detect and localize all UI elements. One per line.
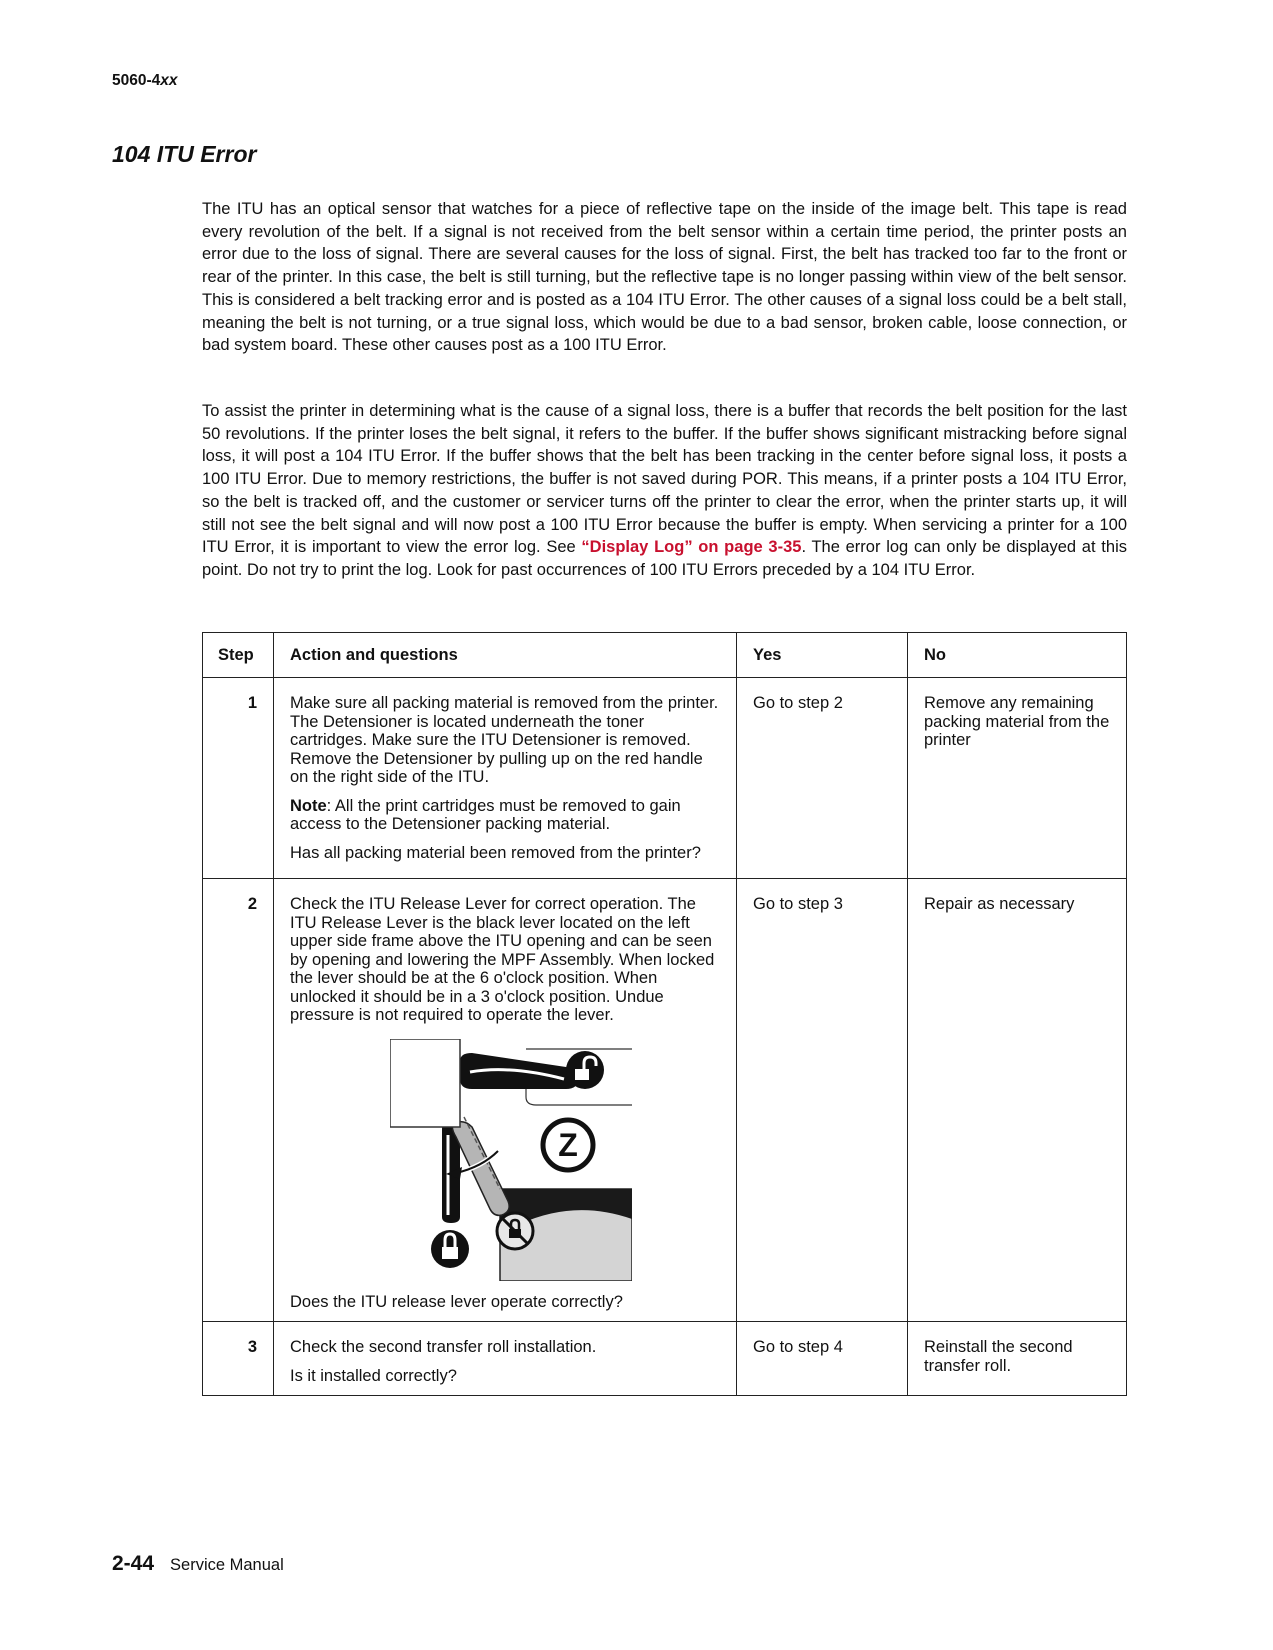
model-prefix: 5060-4 <box>112 72 161 89</box>
yes-cell: Go to step 4 <box>737 1322 908 1396</box>
note-text: : All the print cartridges must be removed to gain access to the Detensioner packing material. <box>290 796 681 833</box>
side-frame-block <box>390 1039 460 1127</box>
question-text: Is it installed correctly? <box>290 1366 457 1385</box>
action-cell <box>274 1322 737 1396</box>
action-cell <box>274 678 737 879</box>
buffer-paragraph-text: To assist the printer in determining what is the cause of a signal loss, there is a buffer that records the belt position for the last 50 revolutions. If the printer loses the belt signal, it refers to the buffer. If the buffer shows significant mistracking before signal loss, it will post a 104 ITU Error. If the buffer shows that the belt has been tracking in the center before signal loss, it posts a 100 ITU Error. Due to memory restrictions, the buffer is not saved during POR. This means, if a printer posts a 104 ITU Error, so the belt is tracked off, and the customer or servicer turns off the printer to clear the error, when the printer starts up, it will still not see the belt signal and will now post a 100 ITU Error because the buffer is empty. When servicing a printer for a 100 ITU Error, it is important to view the error log. See <box>202 402 1127 557</box>
header-step: Step <box>203 633 274 678</box>
itu-release-lever-illustration <box>390 1039 632 1281</box>
step-number: 2 <box>203 879 274 1322</box>
note-label: Note <box>290 796 327 815</box>
step-number: 1 <box>203 678 274 879</box>
table-row <box>203 1322 1127 1396</box>
section-title: 104 ITU Error <box>112 141 257 167</box>
header-action: Action and questions <box>274 633 737 678</box>
note <box>290 797 720 834</box>
table-row <box>203 678 1127 879</box>
action-text: Check the second transfer roll installation. <box>290 1338 597 1356</box>
buffer-paragraph <box>202 400 1127 582</box>
page-footer <box>112 1552 284 1576</box>
model-id <box>112 72 178 90</box>
header-yes: Yes <box>737 633 908 678</box>
no-cell: Repair as necessary <box>908 879 1127 1322</box>
step-number: 3 <box>203 1322 274 1396</box>
intro-paragraph: The ITU has an optical sensor that watches for a piece of reflective tape on the inside of the image belt. This tape is read every revolution of the belt. If a signal is not received from the belt sensor within a certain time period, the printer posts an error due to the loss of signal. There are several causes for the loss of signal. First, the belt has tracked too far to the front or rear of the printer. In this case, the belt is still turning, but the reflective tape is no longer passing within view of the belt sensor. This is considered a belt tracking error and is posted as a 104 ITU Error. The other causes of a signal loss could be a belt stall, meaning the belt is not turning, or a true signal loss, which would be due to a bad sensor, broken cable, loose connection, or bad system board. These other causes post as a 100 ITU Error. <box>202 200 1127 355</box>
page-number: 2-44 <box>112 1552 155 1575</box>
yes-cell: Go to step 2 <box>737 678 908 879</box>
table-header-row <box>203 633 1127 678</box>
model-suffix: xx <box>160 72 178 89</box>
display-log-link[interactable]: “Display Log” on page 3-35 <box>581 538 802 557</box>
question-text: Does the ITU release lever operate correctly? <box>290 1292 623 1311</box>
no-cell: Remove any remaining packing material from the printer <box>908 678 1127 879</box>
action-cell <box>274 879 737 1322</box>
unlock-icon-body <box>575 1069 589 1080</box>
yes-cell: Go to step 3 <box>737 879 908 1322</box>
buffer-paragraph-tail: . The error log can only be displayed at this point. Do not try to print the log. Look for past occurrences of 100 ITU Errors preceded by a 104 ITU Error. <box>202 538 1127 579</box>
action-text: Make sure all packing material is removed from the printer. The Detensioner is located underneath the toner cartridges. Make sure the ITU Detensioner is removed. Remove the Detensioner by pulling up on the red handle on the right side of the ITU. <box>290 694 719 786</box>
z-badge-letter: Z <box>558 1126 578 1163</box>
header-no: No <box>908 633 1127 678</box>
itu-release-lever-drawing <box>390 1039 632 1281</box>
lock-icon-body <box>442 1247 458 1259</box>
action-text: Check the ITU Release Lever for correct operation. The ITU Release Lever is the black lever located on the left upper side frame above the ITU opening and can be seen by opening and lowering the MPF Assembly. When locked the lever should be at the 6 o'clock position. When unlocked it should be in a 3 o'clock position. Undue pressure is not required to operate the lever. <box>290 895 715 1024</box>
troubleshooting-table <box>202 632 1127 1396</box>
table-row <box>203 879 1127 1322</box>
no-cell: Reinstall the second transfer roll. <box>908 1322 1127 1396</box>
question-text: Has all packing material been removed from the printer? <box>290 843 701 862</box>
manual-title: Service Manual <box>170 1556 284 1574</box>
